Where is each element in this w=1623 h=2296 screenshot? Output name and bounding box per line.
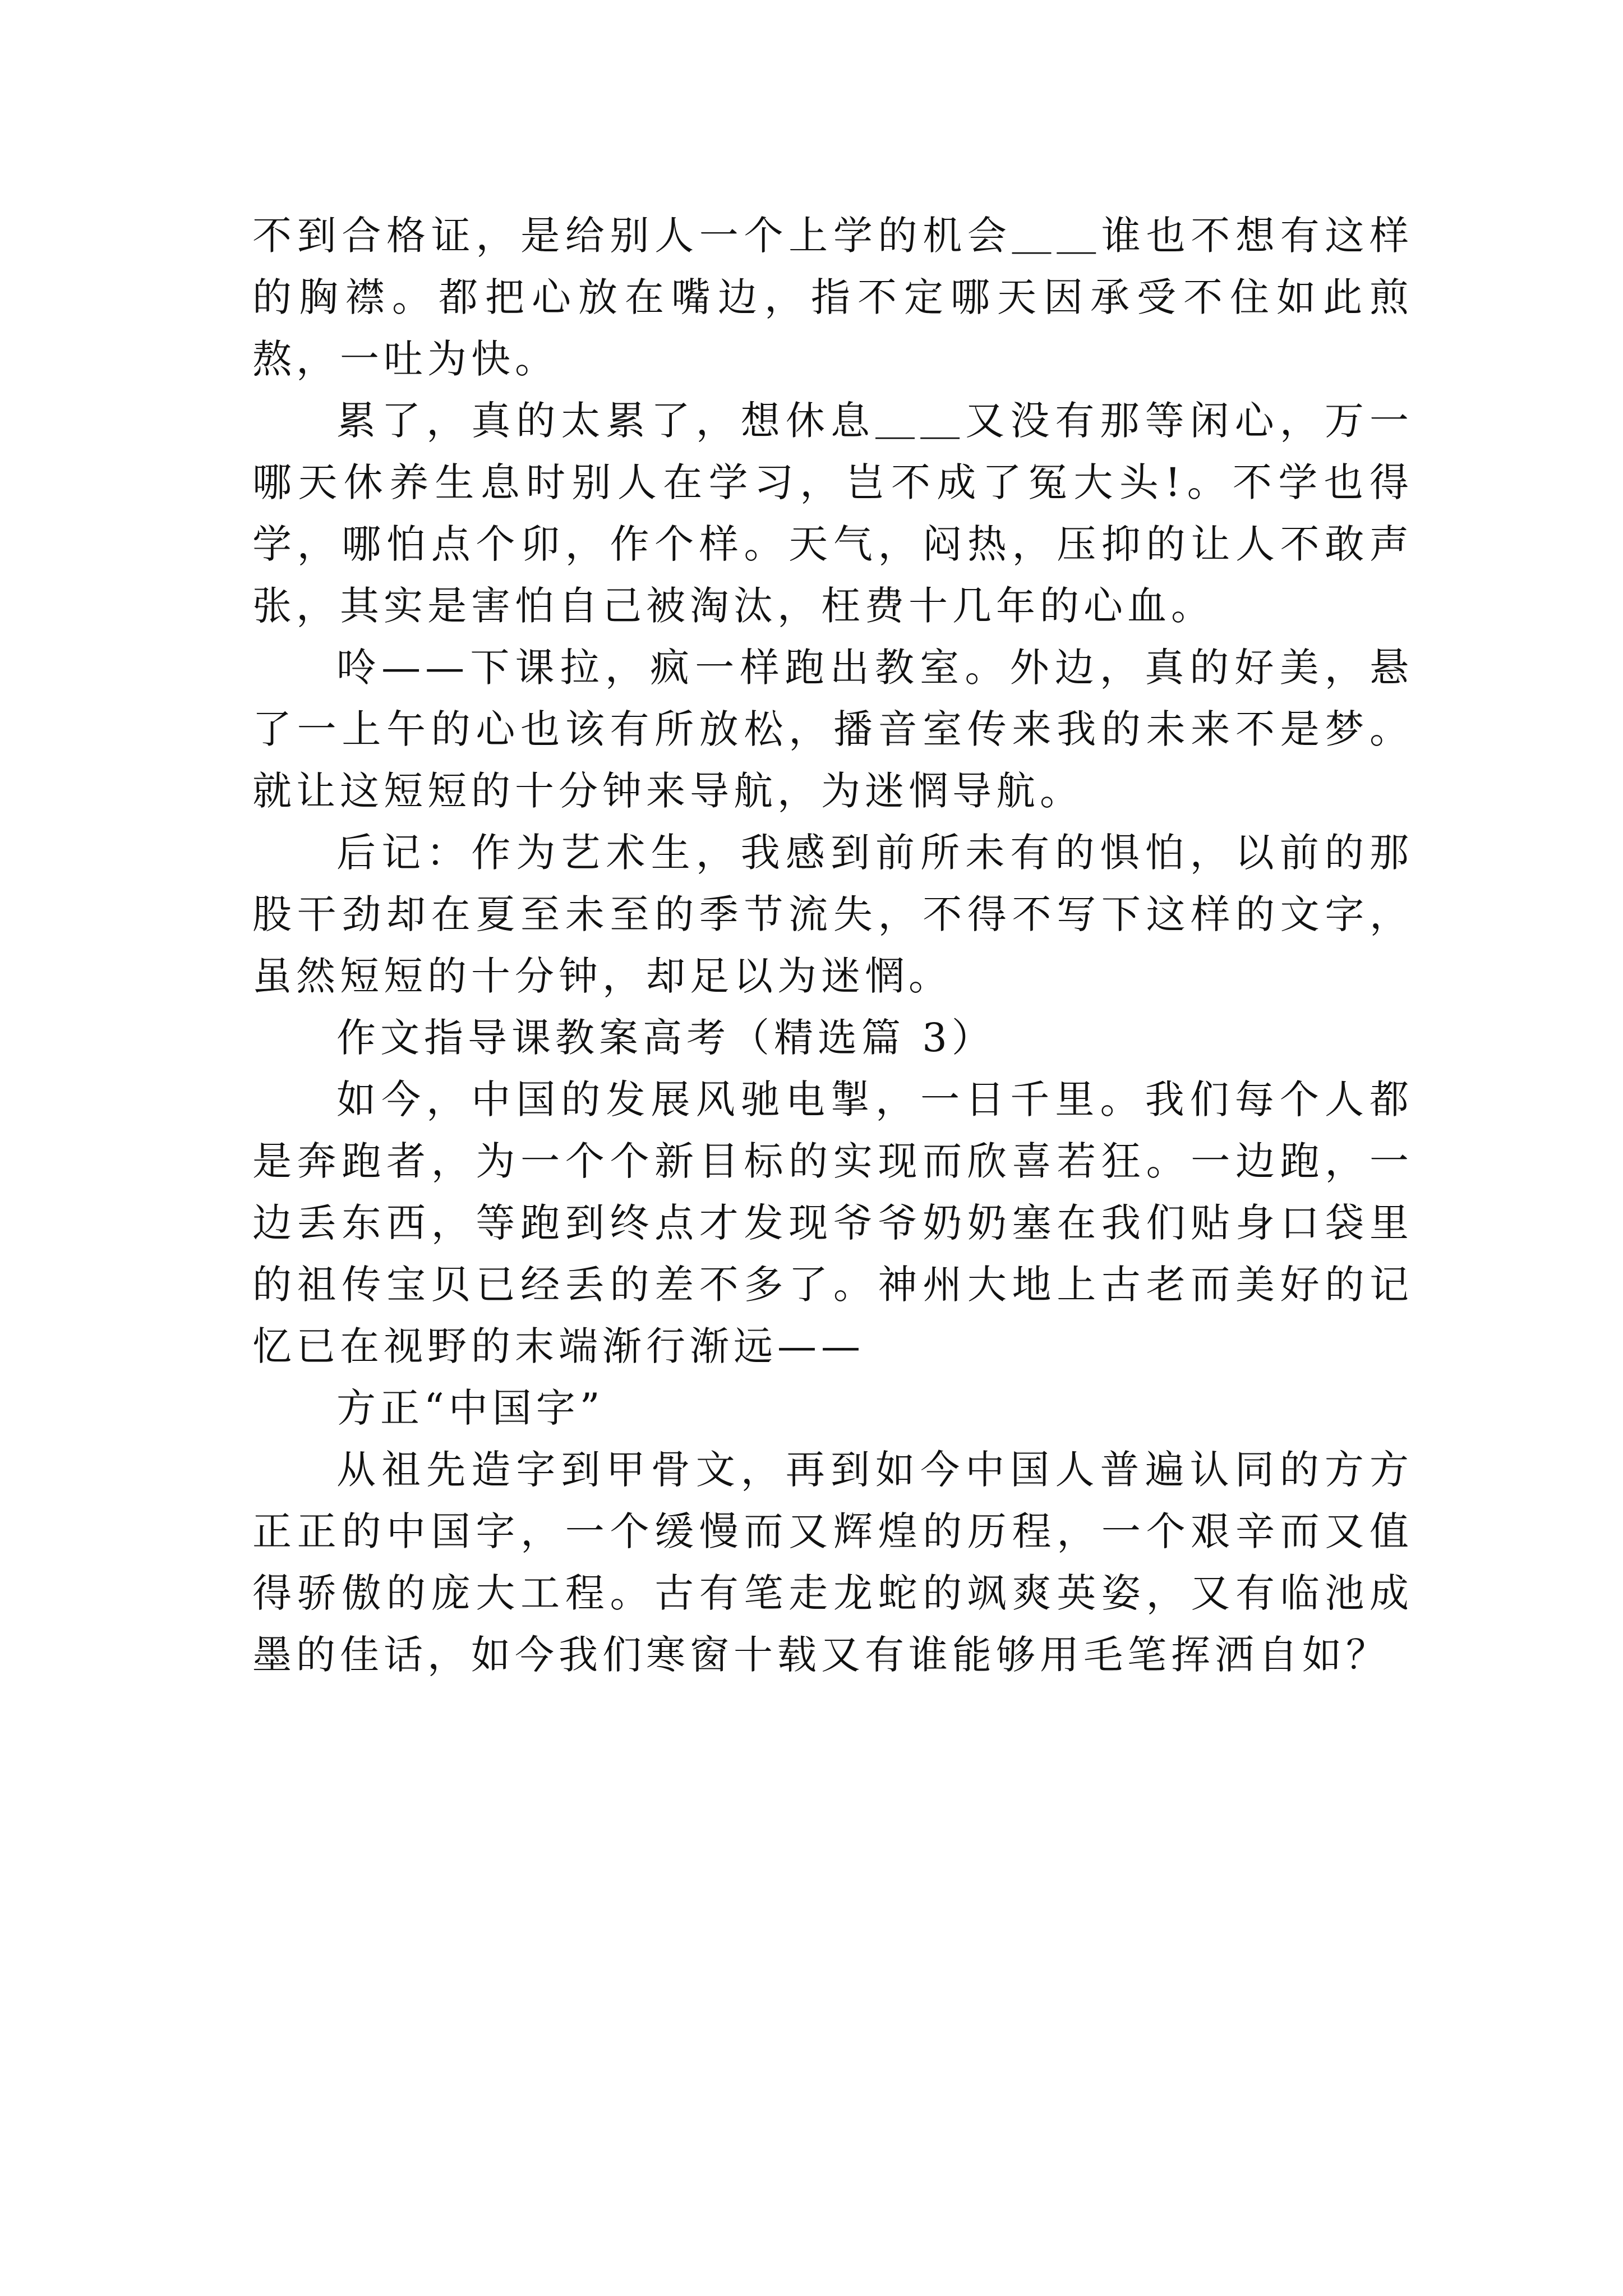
paragraph-2: 累了，真的太累了，想休息＿＿又没有那等闲心，万一哪天休养生息时别人在学习，岂不成了冤大头!。不学也得学，哪怕点个卯，作个样。天气，闷热，压抑的让人不敢声张，其实是害怕自己被淘汰，枉费十几年的心血。 bbox=[252, 398, 1413, 629]
paragraph-4-afterword: 后记：作为艺术生，我感到前所未有的惧怕，以前的那股干劲却在夏至未至的季节流失，不得不写下这样的文字，虽然短短的十分钟，却足以为迷惘。 bbox=[252, 830, 1413, 999]
paragraph-8: 从祖先造字到甲骨文，再到如今中国人普遍认同的方方正正的中国字，一个缓慢而又辉煌的历程，一个艰辛而又值得骄傲的庞大工程。古有笔走龙蛇的飒爽英姿，又有临池成墨的佳话，如今我们寒窗十载又有谁能够用毛笔挥洒自如？ bbox=[252, 1447, 1413, 1678]
document-body bbox=[252, 205, 1413, 1686]
subheading-chinese-characters: 方正“中国字” bbox=[336, 1385, 605, 1431]
section-heading: 作文指导课教案高考（精选篇 3） bbox=[336, 1015, 995, 1061]
paragraph-1: 不到合格证，是给别人一个上学的机会＿＿谁也不想有这样的胸襟。都把心放在嘴边，指不定哪天因承受不住如此煎熬，一吐为快。 bbox=[252, 213, 1413, 382]
paragraph-6: 如今，中国的发展风驰电掣，一日千里。我们每个人都是奔跑者，为一个个新目标的实现而欣喜若狂。一边跑，一边丢东西，等跑到终点才发现爷爷奶奶塞在我们贴身口袋里的祖传宝贝已经丢的差不多了。神州大地上古老而美好的记忆已在视野的末端渐行渐远—— bbox=[252, 1076, 1413, 1369]
paragraph-3: 呤——下课拉，疯一样跑出教室。外边，真的好美，悬了一上午的心也该有所放松，播音室传来我的未来不是梦。就让这短短的十分钟来导航，为迷惘导航。 bbox=[252, 645, 1413, 814]
